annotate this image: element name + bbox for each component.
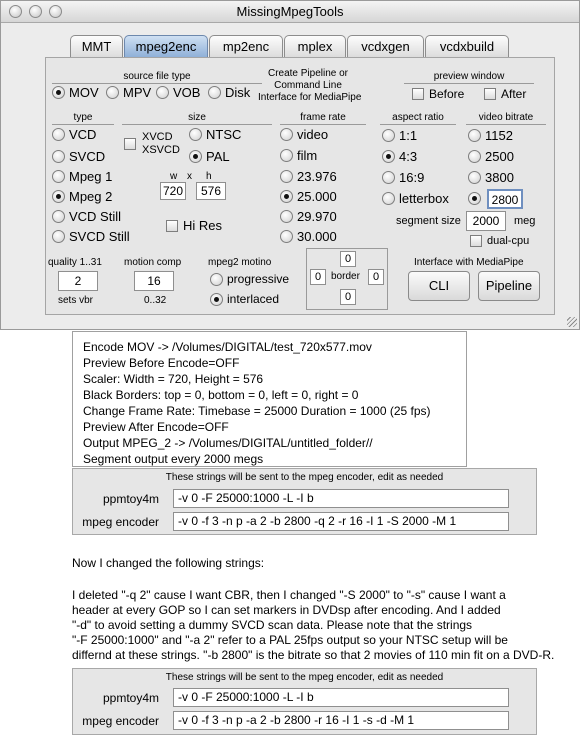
radio-icon (280, 170, 293, 183)
border-left-input[interactable]: 0 (310, 269, 326, 285)
ppmtoy4m-input[interactable]: -v 0 -F 25000:1000 -L -I b (173, 489, 509, 508)
type-label-vcd: VCD (69, 127, 97, 142)
note-text-line: "-F 25000:1000" and "-a 2" refer to a PAL 25fps output so your NTSC setup will be (72, 633, 508, 647)
log-line: Preview Before Encode=OFF (83, 356, 240, 370)
video-bitrate-header: video bitrate (466, 112, 546, 125)
fps-label-film: film (297, 148, 318, 163)
dual-cpu-checkbox[interactable] (470, 235, 529, 247)
ppmtoy4m-label: ppmtoy4m (102, 492, 159, 506)
bitrate-radio-1152[interactable] (468, 128, 513, 143)
xsvcd-label: XSVCD (142, 144, 180, 156)
cli-button[interactable]: CLI (408, 271, 470, 301)
type-header: type (52, 112, 114, 125)
log-line: Encode MOV -> /Volumes/DIGITAL/test_720x577.mov (83, 340, 372, 354)
aspect-ratio-header: aspect ratio (380, 112, 456, 125)
motino-radio-interlaced[interactable] (210, 292, 279, 306)
preview-after-label: After (501, 87, 527, 101)
motion-comp-input[interactable]: 16 (134, 271, 174, 291)
source-label-mpv: MPV (123, 85, 152, 100)
source-label-disk: Disk (225, 85, 251, 100)
log-line: Change Frame Rate: Timebase = 25000 Duration = 1000 (25 fps) (83, 404, 431, 418)
radio-selected-icon (52, 86, 65, 99)
preview-after-checkbox[interactable] (484, 87, 526, 101)
segment-unit-label: meg (514, 215, 536, 227)
mpeg2enc-panel (45, 57, 555, 315)
border-bottom-input[interactable]: 0 (340, 289, 356, 305)
source-type-header: source file type (52, 71, 262, 84)
tab-mp2enc[interactable]: mp2enc (209, 35, 283, 57)
type-label-svcd: SVCD (69, 149, 106, 164)
quality-input[interactable]: 2 (58, 271, 98, 291)
radio-icon (468, 150, 481, 163)
radio-icon (156, 86, 169, 99)
preview-before-label: Before (429, 87, 465, 101)
note-text-line: Now I changed the following strings: (72, 556, 265, 570)
type-radio-vcd-still[interactable] (52, 209, 121, 224)
fps-radio-29970[interactable] (280, 209, 337, 224)
checkbox-icon (470, 235, 482, 247)
radio-icon (52, 150, 65, 163)
radio-icon (280, 149, 293, 162)
fps-radio-25000[interactable] (280, 189, 337, 204)
fps-label-video: video (297, 127, 329, 142)
segment-size-input[interactable]: 2000 (466, 211, 506, 231)
motino-label-interlaced: interlaced (227, 292, 280, 306)
fps-radio-23976[interactable] (280, 169, 337, 184)
note-text-line: differnd at these strings. "-b 2800" is the bitrate so that 2 movies of 110 min fit on a DVD-R. (72, 648, 555, 662)
radio-icon (382, 192, 395, 205)
source-label-vob: VOB (173, 85, 201, 100)
resize-grip-icon[interactable] (567, 317, 577, 327)
border-top-input[interactable]: 0 (340, 251, 356, 267)
fps-label-29970: 29.970 (297, 209, 337, 224)
type-label-vcd-still: VCD Still (69, 209, 122, 224)
radio-icon (106, 86, 119, 99)
aspect-label-16-9: 16:9 (399, 170, 425, 185)
encoder-strings-panel-edited (72, 668, 537, 735)
bitrate-radio-3800[interactable] (468, 170, 514, 185)
checkbox-icon (166, 220, 178, 232)
preview-header: preview window (404, 71, 534, 84)
fps-radio-film[interactable] (280, 148, 317, 163)
note-text-line: header at every GOP so I can set markers in DVDsp after encoding. And I added (72, 603, 501, 617)
quality-label: quality 1..31 (48, 257, 102, 268)
aspect-radio-4-3[interactable] (382, 149, 417, 164)
aspect-label-letterbox: letterbox (399, 191, 449, 206)
fps-label-30000: 30.000 (297, 229, 337, 244)
bitrate-custom-input[interactable]: 2800 (487, 189, 523, 209)
dual-cpu-label: dual-cpu (487, 235, 530, 247)
bitrate-label-3800: 3800 (485, 170, 514, 185)
aspect-radio-16-9[interactable] (382, 170, 424, 185)
aspect-radio-letterbox[interactable] (382, 191, 449, 206)
segment-size-label: segment size (396, 215, 461, 227)
log-line: Output MPEG_2 -> /Volumes/DIGITAL/untitled_folder// (83, 436, 373, 450)
xvcd-label: XVCD (142, 131, 173, 143)
encoder-strings-panel (72, 468, 537, 535)
radio-selected-icon (189, 150, 202, 163)
hires-checkbox[interactable] (166, 218, 222, 233)
width-label: w (170, 171, 178, 182)
window-title: MissingMpegTools (236, 4, 344, 19)
radio-icon (189, 128, 202, 141)
title-bar[interactable] (1, 1, 579, 23)
mpeg-encoder-label: mpeg encoder (82, 714, 159, 728)
radio-selected-icon (210, 293, 223, 306)
xvcd-checkbox[interactable] (124, 138, 136, 150)
source-label-mov: MOV (69, 85, 99, 100)
radio-icon (52, 230, 65, 243)
bitrate-label-1152: 1152 (485, 128, 513, 143)
radio-selected-icon (52, 190, 65, 203)
aspect-label-4-3: 4:3 (399, 149, 418, 164)
source-radio-disk[interactable] (208, 85, 250, 100)
radio-icon (52, 128, 65, 141)
radio-icon (280, 128, 293, 141)
app-window (0, 0, 580, 330)
log-line: Black Borders: top = 0, bottom = 0, left = 0, right = 0 (83, 388, 359, 402)
tab-vcdxgen[interactable]: vcdxgen (347, 35, 424, 57)
source-radio-vob[interactable] (156, 85, 200, 100)
tab-vcdxbuild[interactable]: vcdxbuild (425, 35, 509, 57)
mpeg-encoder-input[interactable]: -v 0 -f 3 -n p -a 2 -b 2800 -q 2 -r 16 -I 1 -S 2000 -M 1 (173, 512, 509, 531)
radio-icon (210, 273, 223, 286)
fps-label-23976: 23.976 (297, 169, 337, 184)
frame-rate-header: frame rate (280, 112, 366, 125)
pipeline-note-line1: Create Pipeline or (267, 68, 349, 79)
border-right-input[interactable]: 0 (368, 269, 384, 285)
border-label: border (331, 271, 360, 282)
ppmtoy4m-input[interactable]: -v 0 -F 25000:1000 -L -I b (173, 688, 509, 707)
bitrate-radio-custom[interactable] (468, 192, 481, 205)
radio-icon (382, 129, 395, 142)
height-label: h (206, 171, 212, 182)
size-radio-pal[interactable] (189, 149, 230, 164)
radio-icon (280, 210, 293, 223)
encoder-strings-header: These strings will be sent to the mpeg encoder, edit as needed (165, 672, 444, 683)
mpeg-encoder-input[interactable]: -v 0 -f 3 -n p -a 2 -b 2800 -r 16 -I 1 -s -d -M 1 (173, 711, 509, 730)
radio-icon (52, 170, 65, 183)
type-radio-vcd[interactable] (52, 127, 96, 142)
tab-mpeg2enc[interactable]: mpeg2enc (124, 35, 208, 57)
type-label-mpeg2: Mpeg 2 (69, 189, 113, 204)
log-line: Scaler: Width = 720, Height = 576 (83, 372, 264, 386)
radio-selected-icon (382, 150, 395, 163)
radio-icon (280, 230, 293, 243)
radio-selected-icon (280, 190, 293, 203)
size-label-ntsc: NTSC (206, 127, 242, 142)
interface-header: Interface with MediaPipe (414, 257, 524, 268)
log-line: Preview After Encode=OFF (83, 420, 229, 434)
x-label: x (187, 171, 192, 182)
motino-radio-progressive[interactable] (210, 272, 289, 286)
size-label-pal: PAL (206, 149, 230, 164)
aspect-radio-1-1[interactable] (382, 128, 417, 143)
encode-log (72, 331, 467, 467)
type-radio-svcd-still[interactable] (52, 229, 130, 244)
source-radio-mpv[interactable] (106, 85, 151, 100)
bitrate-radio-2500[interactable] (468, 149, 514, 164)
tab-mplex[interactable]: mplex (284, 35, 346, 57)
type-radio-mpeg1[interactable] (52, 169, 112, 184)
radio-icon (382, 171, 395, 184)
note-text-line: "-d" to avoid setting a dummy SVCD scan data. Please note that the strings (72, 618, 473, 632)
pipeline-note-line3: Interface for MediaPipe (258, 92, 362, 103)
motino-header: mpeg2 motino (208, 257, 272, 268)
hires-label: Hi Res (183, 218, 223, 233)
motion-comp-sublabel: 0..32 (144, 295, 167, 306)
fps-radio-30000[interactable] (280, 229, 337, 244)
type-label-mpeg1: Mpeg 1 (69, 169, 113, 184)
quality-sublabel: sets vbr (58, 295, 94, 306)
type-label-svcd-still: SVCD Still (69, 229, 130, 244)
encoder-strings-header: These strings will be sent to the mpeg encoder, edit as needed (165, 472, 444, 483)
checkbox-icon (412, 88, 424, 100)
radio-icon (52, 210, 65, 223)
size-header: size (122, 112, 272, 125)
radio-icon (468, 171, 481, 184)
log-line: Segment output every 2000 megs (83, 452, 264, 466)
pipeline-button[interactable]: Pipeline (478, 271, 540, 301)
checkbox-icon (484, 88, 496, 100)
fps-radio-video[interactable] (280, 127, 328, 142)
radio-icon (468, 129, 481, 142)
aspect-label-1-1: 1:1 (399, 128, 418, 143)
source-radio-mov[interactable] (52, 85, 99, 100)
ppmtoy4m-label: ppmtoy4m (102, 691, 159, 705)
motino-label-progressive: progressive (227, 272, 290, 286)
mpeg-encoder-label: mpeg encoder (82, 515, 159, 529)
radio-icon (208, 86, 221, 99)
width-input[interactable]: 720 (160, 182, 186, 200)
preview-before-checkbox[interactable] (412, 87, 464, 101)
type-radio-mpeg2[interactable] (52, 189, 112, 204)
pipeline-note-line2: Command Line (274, 80, 342, 91)
type-radio-svcd[interactable] (52, 149, 105, 164)
fps-label-25000: 25.000 (297, 189, 337, 204)
motion-comp-label: motion comp (124, 257, 182, 268)
note-text-line: I deleted "-q 2" cause I want CBR, then I changed "-S 2000" to "-s" cause I want a (72, 588, 506, 602)
height-input[interactable]: 576 (196, 182, 226, 200)
bitrate-label-2500: 2500 (485, 149, 514, 164)
tab-mmt[interactable]: MMT (70, 35, 123, 57)
size-radio-ntsc[interactable] (189, 127, 241, 142)
